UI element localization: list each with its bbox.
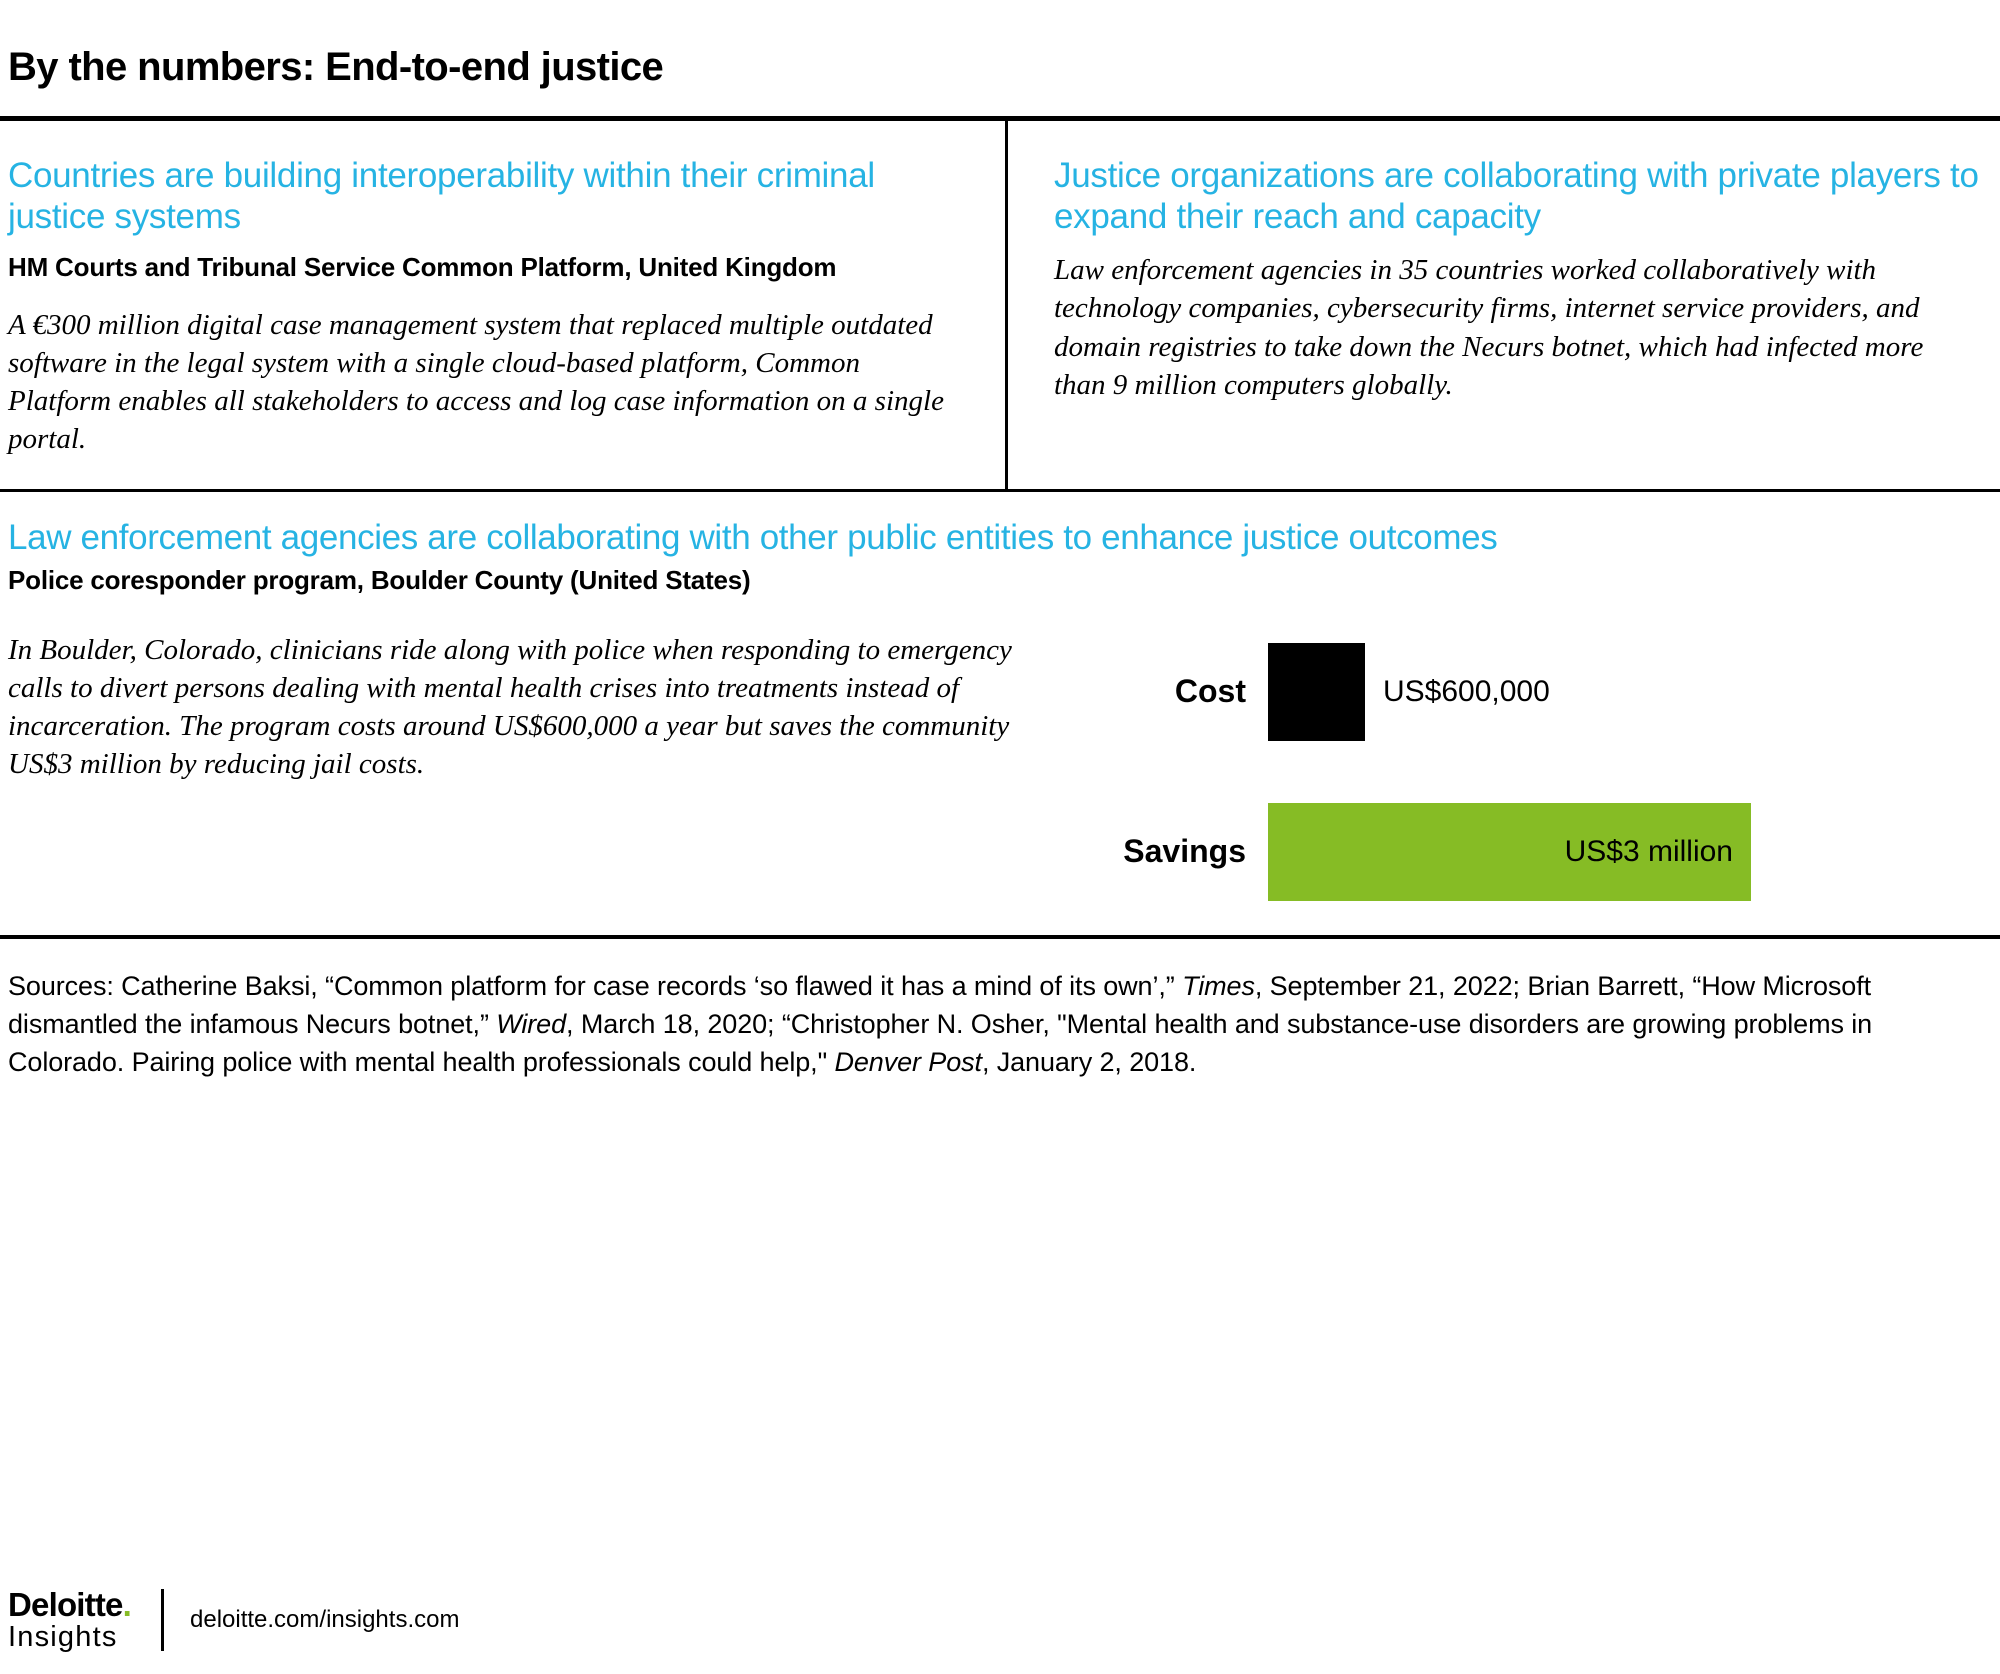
panel-private-players [1008,121,2000,489]
bar-row-cost [1093,643,1992,741]
logo-dot: . [122,1585,131,1623]
logo-deloitte: Deloitte [8,1585,123,1623]
sources-mid-2: , March 18, 2020; “Christopher N. Osher, "Mental health and substance-use disorders are growing problems in Colorado. Pairing police with mental health professionals could help," [8,1008,1873,1078]
panel-coresponder-body: In Boulder, Colorado, clinicians ride along with police when responding to emergency calls to divert persons dealing with mental health crises into treatments instead of incarceration. The program costs around US$600,000 a year but saves the community US$3 million by reducing jail costs. [8,633,1012,781]
panel-coresponder-text [8,631,1093,784]
panel-coresponder [0,492,2000,911]
footer-divider [161,1589,164,1651]
panel-interoperability-body: A €300 million digital case management system that replaced multiple outdated software in the legal system with a single cloud-based platform, Common Platform enables all stakeholders to access and log case information on a single portal. [8,308,944,456]
top-panels [0,121,2000,489]
bar-row-savings [1093,803,1992,901]
panel-private-players-kicker: Justice organizations are collaborating with private players to expand their reach and capacity [1054,155,1979,236]
panel-interoperability [0,121,1008,489]
sources-italic-denver-post: Denver Post [834,1047,982,1078]
bar-label-cost: Cost [1174,673,1246,709]
cost-savings-bar-chart [1093,631,1992,901]
bar-value-savings: US$3 million [1564,834,1733,868]
footer-url[interactable]: deloitte.com/insights.com [190,1605,460,1633]
infographic-page [0,27,2000,1674]
page-title: By the numbers: End-to-end justice [8,44,664,89]
bar-wrap-savings [1268,803,1992,901]
panel-private-players-body: Law enforcement agencies in 35 countries worked collaboratively with technology companies, cybersecurity firms, internet service providers, and domain registries to take down the Necurs botnet, which had infected more than 9 million computers globally. [1054,254,1924,401]
panel-coresponder-kicker: Law enforcement agencies are collaborating with other public entities to enhance justice outcomes [8,517,1498,557]
sources-italic-times: Times [1182,970,1255,1001]
panel-interoperability-subhead: HM Courts and Tribunal Service Common Platform, United Kingdom [8,252,837,283]
panel-interoperability-kicker: Countries are building interoperability within their criminal justice systems [8,155,875,236]
coresponder-content [8,631,1992,901]
bar-cost [1268,643,1365,741]
sources-suffix: , January 2, 2018. [981,1047,1197,1078]
deloitte-insights-logo [8,1585,131,1653]
footer [8,1585,460,1653]
bar-wrap-cost [1268,643,1992,741]
sources-italic-wired: Wired [496,1008,567,1039]
sources-note [0,939,2000,1082]
bar-label-savings: Savings [1123,833,1246,869]
sources-mid-1: , September 21, 2022; Brian Barrett, “How Microsoft dismantled the infamous Necurs botnet,” [8,970,1872,1039]
sources-prefix: Sources: Catherine Baksi, “Common platform for case records ‘so flawed it has a mind of its own’,” [8,970,1183,1001]
bar-value-cost: US$600,000 [1383,674,1550,708]
logo-insights: Insights [8,1620,118,1653]
bar-savings [1268,803,1751,901]
panel-coresponder-subhead: Police coresponder program, Boulder County (United States) [8,565,751,595]
